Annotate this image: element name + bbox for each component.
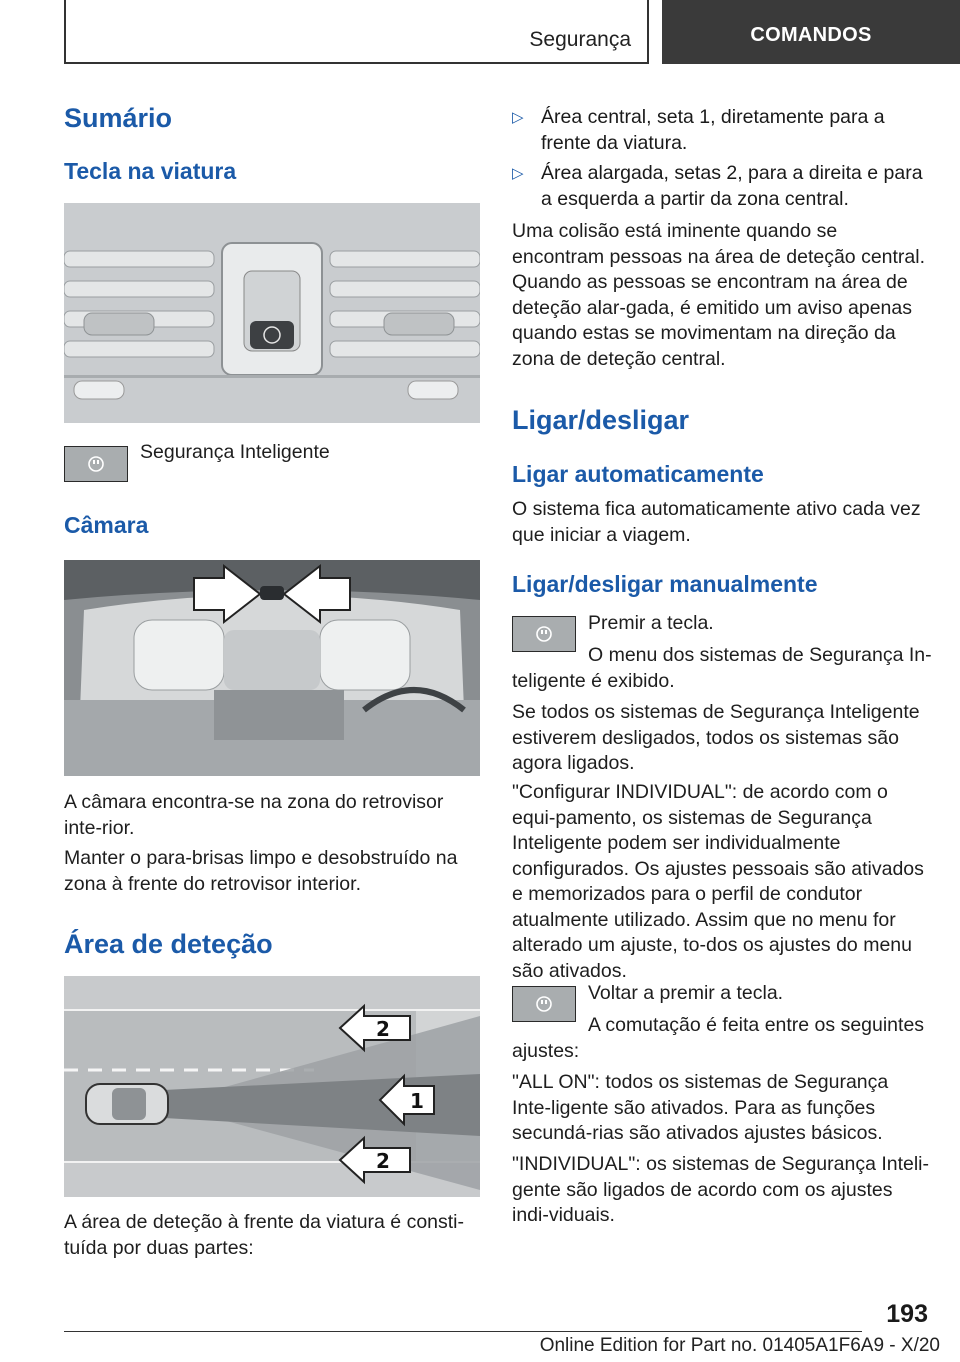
- figure-detection-area: [64, 976, 480, 1197]
- bullet-item-alargada: [512, 161, 932, 215]
- header-section-title: Segurança: [529, 28, 631, 51]
- camara-paragraph-2: Manter o para-brisas limpo e desobstruído na zona à frente do retrovisor interior.: [64, 847, 458, 895]
- heading-ligar-desligar: Ligar/desligar: [512, 405, 690, 435]
- security-key-icon: [512, 616, 576, 652]
- auto-paragraph: O sistema fica automaticamente ativo cada vez que iniciar a viagem.: [512, 498, 921, 546]
- figure-dashboard-key: [64, 203, 480, 423]
- area-paragraph-1: A área de deteção à frente da viatura é consti-tuída por duas partes:: [64, 1211, 465, 1259]
- voltar-text: Voltar a premir a tecla.: [588, 982, 784, 1004]
- configurar-paragraph: "Configurar INDIVIDUAL": de acordo com o equi-pamento, os sistemas de Segurança Inteligente podem ser individualmente configurados. Os ajustes pessoais são ativados e memorizados para o perfil de condutor atualmente utilizado. Assim que no menu for alterado um ajuste, to-dos os ajustes do menu são ativados.: [512, 781, 924, 982]
- bullet-text: Área alargada, setas 2, para a direita e para a esquerda a partir da zona central.: [541, 162, 923, 210]
- heading-area-detecao: Área de deteção: [64, 929, 273, 959]
- individual-paragraph: "INDIVIDUAL": os sistemas de Segurança Inteli-gente são ligados de acordo com os ajustes indi-viduais.: [512, 1153, 930, 1226]
- comutacao-line-2: ajustes:: [512, 1040, 580, 1062]
- todos-paragraph: Se todos os sistemas de Segurança Inteligente estiverem desligados, todos os sistemas são agora ligados.: [512, 701, 920, 774]
- figure-camera-interior: [64, 560, 480, 776]
- heading-sumario: Sumário: [64, 103, 173, 133]
- camara-paragraph-1: A câmara encontra-se na zona do retrovisor inte-rior.: [64, 791, 444, 839]
- bullet-triangle-icon: ▷: [512, 165, 524, 182]
- footer-divider: [64, 1331, 862, 1332]
- premir-text: Premir a tecla.: [588, 612, 714, 634]
- bullet-item-central: [512, 105, 932, 159]
- all-on-paragraph: "ALL ON": todos os sistemas de Segurança Inte-ligente são ativados. Para as funções secundá-rias são ativados ajustes básicos.: [512, 1071, 889, 1144]
- heading-ligar-manualmente: Ligar/desligar manualmente: [512, 571, 818, 597]
- heading-camara: Câmara: [64, 512, 149, 538]
- arrow-label-2-top: 2: [376, 1017, 390, 1041]
- comutacao-line-1: A comutação é feita entre os seguintes: [588, 1014, 925, 1036]
- header-chapter-tab: COMANDOS: [662, 0, 960, 64]
- security-key-icon: [512, 986, 576, 1022]
- header-section-box: [64, 0, 649, 64]
- bullet-triangle-icon: ▷: [512, 109, 524, 126]
- heading-tecla-na-viatura: Tecla na viatura: [64, 158, 237, 184]
- heading-ligar-automaticamente: Ligar automaticamente: [512, 461, 764, 487]
- bullet-text: Área central, seta 1, diretamente para a frente da viatura.: [541, 106, 885, 154]
- page-number: 193: [886, 1300, 928, 1328]
- menu-text-line-2: teligente é exibido.: [512, 670, 675, 692]
- security-key-icon: [64, 446, 128, 482]
- arrow-label-2-bottom: 2: [376, 1149, 390, 1173]
- footer-edition: Online Edition for Part no. 01405A1F6A9 - X/20: [539, 1335, 940, 1356]
- colisao-paragraph: Uma colisão está iminente quando se encontram pessoas na área de deteção central. Quando as pessoas se encontram na área de deteção alar-gada, é emitido um aviso apenas quando estas se movimentam na direção da zona de deteção central.: [512, 220, 926, 370]
- menu-text-line-1: O menu dos sistemas de Segurança In-: [588, 644, 932, 666]
- arrow-label-1: 1: [410, 1089, 424, 1113]
- key-caption: Segurança Inteligente: [140, 441, 330, 463]
